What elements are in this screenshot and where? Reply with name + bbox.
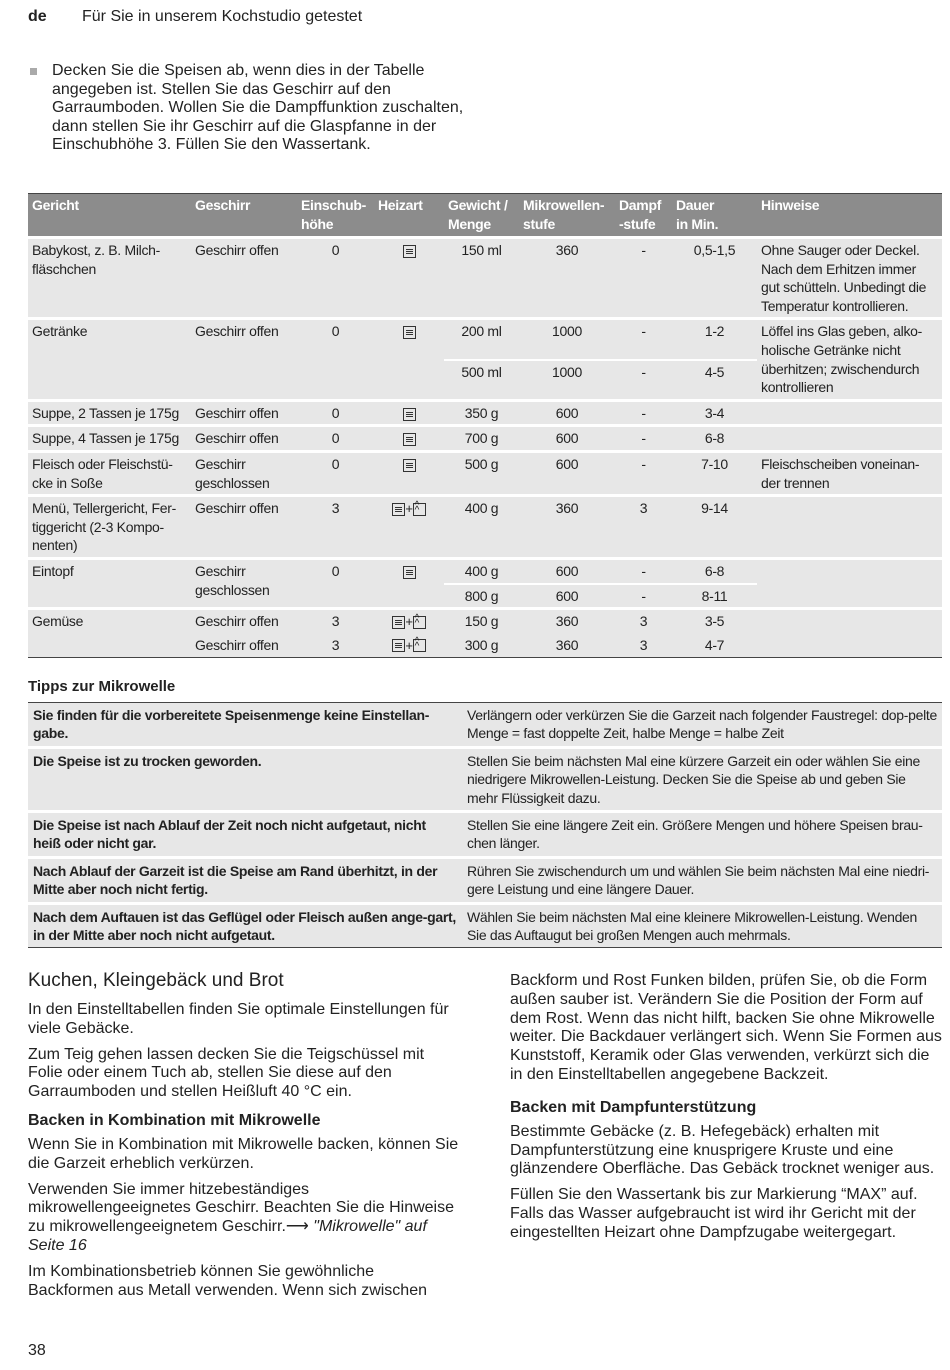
table-cell: 150 g bbox=[444, 609, 519, 634]
column-header-line: höhe bbox=[301, 216, 334, 232]
table-row bbox=[28, 496, 942, 559]
tip-problem: Nach Ablauf der Garzeit ist die Speise am Rand überhitzt, in der Mitte aber noch nicht fertig. bbox=[28, 857, 462, 903]
table-cell bbox=[374, 558, 444, 608]
table-cell: 0 bbox=[297, 319, 374, 400]
table-cell: 600 bbox=[519, 426, 615, 452]
table-cell: Geschirr offen bbox=[191, 238, 297, 319]
table-cell bbox=[757, 400, 942, 426]
table-cell: Löffel ins Glas geben, alko-holische Getränke nicht überhitzen; zwischendurch kontrollieren bbox=[757, 319, 942, 400]
table-cell: Geschirr offen bbox=[191, 634, 297, 658]
microwave-icon bbox=[403, 245, 416, 258]
intro-text: Decken Sie die Speisen ab, wenn dies in der Tabelle angegeben ist. Stellen Sie das Geschirr auf den Garraumboden. Wollen Sie die Dampffunktion zuschalten, dann stellen Sie ihr Geschirr auf die Glaspfanne in der Einschubhöhe 3. Füllen Sie den Wassertank. bbox=[52, 62, 464, 154]
table-cell: 4-5 bbox=[672, 360, 757, 401]
tip-solution: Stellen Sie eine längere Zeit ein. Größere Mengen und höhere Speisen brau-chen länger. bbox=[462, 812, 942, 858]
tips-row bbox=[28, 812, 942, 858]
microwave-icon bbox=[403, 326, 416, 339]
table-cell bbox=[374, 609, 444, 634]
column-header-line: Dauer bbox=[676, 197, 715, 213]
table-cell: - bbox=[615, 451, 672, 495]
table-cell: Geschirr geschlossen bbox=[191, 451, 297, 495]
table-cell: Fleischscheiben voneinan-der trennen bbox=[757, 451, 942, 495]
microwave-icon bbox=[403, 433, 416, 446]
intro-bullet bbox=[30, 62, 470, 155]
column-header-line: Geschirr bbox=[195, 197, 251, 213]
plus-sign: + bbox=[405, 637, 413, 653]
paragraph-text: Verwenden Sie immer hitzebeständiges mikrowellengeeignetes Geschirr. Beachten Sie die Hinweise zu mikrowellengeeignetem Geschirr. bbox=[28, 1180, 454, 1236]
microwave-icon bbox=[392, 503, 405, 516]
table-cell: 9-14 bbox=[672, 496, 757, 559]
table-cell: 0 bbox=[297, 400, 374, 426]
table-cell bbox=[374, 496, 444, 559]
column-header-line: Mikrowellen- bbox=[523, 197, 605, 213]
table-row bbox=[28, 319, 942, 360]
table-cell: 350 g bbox=[444, 400, 519, 426]
tip-problem: Sie finden für die vorbereitete Speisenmenge keine Einstellan-gabe. bbox=[28, 703, 462, 748]
table-cell bbox=[757, 496, 942, 559]
table-cell: 6-8 bbox=[672, 558, 757, 583]
table-cell: Geschirr offen bbox=[191, 319, 297, 400]
table-cell: 0 bbox=[297, 558, 374, 608]
tip-problem: Die Speise ist zu trocken geworden. bbox=[28, 747, 462, 811]
table-cell bbox=[757, 426, 942, 452]
table-cell: 800 g bbox=[444, 584, 519, 609]
table-cell: 300 g bbox=[444, 634, 519, 658]
table-cell: 600 bbox=[519, 584, 615, 609]
plus-sign: + bbox=[405, 614, 413, 630]
microwave-icon bbox=[403, 459, 416, 472]
paragraph: Backform und Rost Funken bilden, prüfen Sie, ob die Form außen sauber ist. Verändern Sie die Position der Form auf dem Rost. Wenn das nicht hilft, backen Sie ohne Mikrowelle weiter. Die Backdauer verlängert sich. Wenn Sie Formen aus Kunststoff, Keramik oder Glas verwenden, verkürzt sich die in den Einstelltabellen angegebene Backzeit. bbox=[510, 972, 942, 1083]
paragraph: Im Kombinationsbetrieb können Sie gewöhnliche Backformen aus Metall verwenden. Wenn sich zwischen bbox=[28, 1262, 427, 1299]
column-header-line: Gericht bbox=[32, 197, 79, 213]
table-cell: 600 bbox=[519, 400, 615, 426]
microwave-icon bbox=[392, 639, 405, 652]
microwave-icon bbox=[392, 616, 405, 629]
table-cell: - bbox=[615, 558, 672, 583]
subsection-title: Backen in Kombination mit Mikrowelle bbox=[28, 1111, 321, 1129]
tip-solution: Rühren Sie zwischendurch um und wählen Sie beim nächsten Mal eine niedri-gere Leistung und eine längere Dauer. bbox=[462, 857, 942, 903]
tips-table bbox=[28, 702, 942, 948]
table-cell: Geschirr geschlossen bbox=[191, 558, 297, 608]
column-header-line: Hinweise bbox=[761, 197, 820, 213]
table-cell: Geschirr offen bbox=[191, 400, 297, 426]
column-header bbox=[672, 194, 757, 238]
table-cell: 3 bbox=[615, 634, 672, 658]
table-row bbox=[28, 558, 942, 583]
table-cell: - bbox=[615, 400, 672, 426]
table-cell: 1-2 bbox=[672, 319, 757, 360]
tip-solution: Verlängern oder verkürzen Sie die Garzeit nach folgender Faustregel: dop-pelte Menge = fast doppelte Zeit, halbe Menge = halbe Zeit bbox=[462, 703, 942, 748]
paragraph: In den Einstelltabellen finden Sie optimale Einstellungen für viele Gebäcke. bbox=[28, 1001, 449, 1037]
column-header bbox=[297, 194, 374, 238]
paragraph: Füllen Sie den Wassertank bis zur Markierung “MAX” auf. Falls das Wasser aufgebraucht ist wird ihr Gericht mit der eingestellten Heizart ohne Dampfzugabe weitergegart. bbox=[510, 1186, 918, 1241]
tips-row bbox=[28, 903, 942, 948]
page-reference-link[interactable]: "Mikrowelle" auf Seite 16 bbox=[28, 1218, 427, 1254]
table-cell: 150 ml bbox=[444, 238, 519, 319]
table-header-row bbox=[28, 194, 942, 238]
table-cell bbox=[757, 558, 942, 608]
table-cell: 200 ml bbox=[444, 319, 519, 360]
table-cell: Suppe, 4 Tassen je 175g bbox=[28, 426, 191, 452]
paragraph: Zum Teig gehen lassen decken Sie die Teigschüssel mit Folie oder einem Tuch ab, stellen Sie diese auf den Garraumboden und stellen Heißluft 40 °C ein. bbox=[28, 1045, 425, 1101]
table-cell: 360 bbox=[519, 496, 615, 559]
table-cell: 0 bbox=[297, 238, 374, 319]
section-title: Kuchen, Kleingebäck und Brot bbox=[28, 970, 284, 991]
table-cell: - bbox=[615, 319, 672, 360]
page-number: 38 bbox=[28, 1342, 46, 1359]
microwave-icon bbox=[403, 566, 416, 579]
column-header-line: Heizart bbox=[378, 197, 423, 213]
table-cell bbox=[374, 400, 444, 426]
column-header bbox=[191, 194, 297, 238]
table-cell bbox=[374, 238, 444, 319]
column-header-line: in Min. bbox=[676, 216, 719, 232]
steam-icon bbox=[413, 616, 426, 629]
table-cell: 500 g bbox=[444, 451, 519, 495]
column-header-line: stufe bbox=[523, 216, 555, 232]
tip-problem: Nach dem Auftauen ist das Geflügel oder Fleisch außen ange-gart, in der Mitte aber noch nicht aufgetaut. bbox=[28, 903, 462, 948]
table-cell: 3 bbox=[615, 609, 672, 634]
table-cell: - bbox=[615, 360, 672, 401]
tip-solution: Wählen Sie beim nächsten Mal eine kleinere Mikrowellen-Leistung. Wenden Sie das Auftaugut bei großen Mengen auch mehrmals. bbox=[462, 903, 942, 948]
column-header-line: -stufe bbox=[619, 216, 656, 232]
microwave-icon bbox=[403, 408, 416, 421]
table-cell: Geschirr offen bbox=[191, 426, 297, 452]
cooking-table bbox=[28, 193, 942, 658]
column-header bbox=[444, 194, 519, 238]
table-cell: Babykost, z. B. Milch-fläschchen bbox=[28, 238, 191, 319]
paragraph: Wenn Sie in Kombination mit Mikrowelle backen, können Sie die Garzeit erheblich verkürzen. bbox=[28, 1135, 459, 1172]
tip-solution: Stellen Sie beim nächsten Mal eine kürzere Garzeit ein oder wählen Sie eine niedrigere Mikrowellen-Leistung. Decken Sie die Speise ab und geben Sie mehr Flüssigkeit dazu. bbox=[462, 747, 942, 811]
table-cell: Getränke bbox=[28, 319, 191, 400]
table-cell: 3 bbox=[615, 496, 672, 559]
table-cell: Geschirr offen bbox=[191, 496, 297, 559]
table-cell: 4-7 bbox=[672, 634, 757, 658]
tips-row bbox=[28, 703, 942, 748]
column-header bbox=[615, 194, 672, 238]
table-cell: 3 bbox=[297, 496, 374, 559]
tips-title: Tipps zur Mikrowelle bbox=[28, 678, 176, 695]
table-cell: 6-8 bbox=[672, 426, 757, 452]
table-cell: 7-10 bbox=[672, 451, 757, 495]
table-cell: Fleisch oder Fleischstü-cke in Soße bbox=[28, 451, 191, 495]
column-header bbox=[519, 194, 615, 238]
table-cell: 400 g bbox=[444, 496, 519, 559]
table-cell: Eintopf bbox=[28, 558, 191, 608]
table-cell: Geschirr offen bbox=[191, 609, 297, 634]
table-cell: 3 bbox=[297, 609, 374, 634]
page-header-title: Für Sie in unserem Kochstudio getestet bbox=[82, 8, 363, 25]
table-cell: - bbox=[615, 238, 672, 319]
table-row bbox=[28, 609, 942, 634]
table-cell bbox=[757, 609, 942, 658]
table-cell: - bbox=[615, 584, 672, 609]
table-cell bbox=[374, 451, 444, 495]
language-code: de bbox=[28, 8, 47, 25]
table-row bbox=[28, 451, 942, 495]
table-cell: 3-4 bbox=[672, 400, 757, 426]
paragraph bbox=[28, 1181, 460, 1256]
table-cell: 3-5 bbox=[672, 609, 757, 634]
column-header bbox=[374, 194, 444, 238]
table-cell: 1000 bbox=[519, 360, 615, 401]
column-header-line: Dampf bbox=[619, 197, 662, 213]
table-cell: 600 bbox=[519, 558, 615, 583]
table-cell: Ohne Sauger oder Deckel. Nach dem Erhitzen immer gut schütteln. Unbedingt die Temperatur kontrollieren. bbox=[757, 238, 942, 319]
left-column bbox=[28, 970, 460, 1307]
table-cell: 8-11 bbox=[672, 584, 757, 609]
table-cell: 0,5-1,5 bbox=[672, 238, 757, 319]
steam-icon bbox=[413, 639, 426, 652]
steam-icon bbox=[413, 503, 426, 516]
table-cell: 3 bbox=[297, 634, 374, 658]
table-cell: 600 bbox=[519, 451, 615, 495]
arrow-icon: ⟶ bbox=[285, 1218, 314, 1236]
table-row bbox=[28, 426, 942, 452]
tip-problem: Die Speise ist nach Ablauf der Zeit noch nicht aufgetaut, nicht heiß oder nicht gar. bbox=[28, 812, 462, 858]
table-cell bbox=[374, 634, 444, 658]
table-cell: 400 g bbox=[444, 558, 519, 583]
table-cell bbox=[374, 426, 444, 452]
table-cell: 700 g bbox=[444, 426, 519, 452]
table-cell: 0 bbox=[297, 451, 374, 495]
table-cell: - bbox=[615, 426, 672, 452]
column-header-line: Menge bbox=[448, 216, 491, 232]
tips-row bbox=[28, 857, 942, 903]
table-cell: 1000 bbox=[519, 319, 615, 360]
column-header bbox=[28, 194, 191, 238]
table-cell: Gemüse bbox=[28, 609, 191, 658]
subsection-title: Backen mit Dampfunterstützung bbox=[510, 1098, 757, 1116]
table-cell: Suppe, 2 Tassen je 175g bbox=[28, 400, 191, 426]
table-cell: 360 bbox=[519, 238, 615, 319]
table-row bbox=[28, 238, 942, 319]
plus-sign: + bbox=[405, 501, 413, 517]
paragraph: Bestimmte Gebäcke (z. B. Hefegebäck) erhalten mit Dampfunterstützung eine knusprigere Kruste und eine glänzendere Oberfläche. Das Gebäck trocknet weniger aus. bbox=[510, 1122, 935, 1178]
table-cell: 360 bbox=[519, 609, 615, 634]
tips-row bbox=[28, 747, 942, 811]
table-cell: 500 ml bbox=[444, 360, 519, 401]
right-column bbox=[510, 972, 942, 1250]
column-header bbox=[757, 194, 942, 238]
table-cell bbox=[374, 319, 444, 400]
table-cell: 360 bbox=[519, 634, 615, 658]
table-cell: Menü, Tellergericht, Fer-tiggericht (2-3 Kompo-nenten) bbox=[28, 496, 191, 559]
table-cell: 0 bbox=[297, 426, 374, 452]
column-header-line: Gewicht / bbox=[448, 197, 508, 213]
table-row bbox=[28, 400, 942, 426]
bullet-square-icon bbox=[30, 68, 37, 75]
column-header-line: Einschub- bbox=[301, 197, 366, 213]
